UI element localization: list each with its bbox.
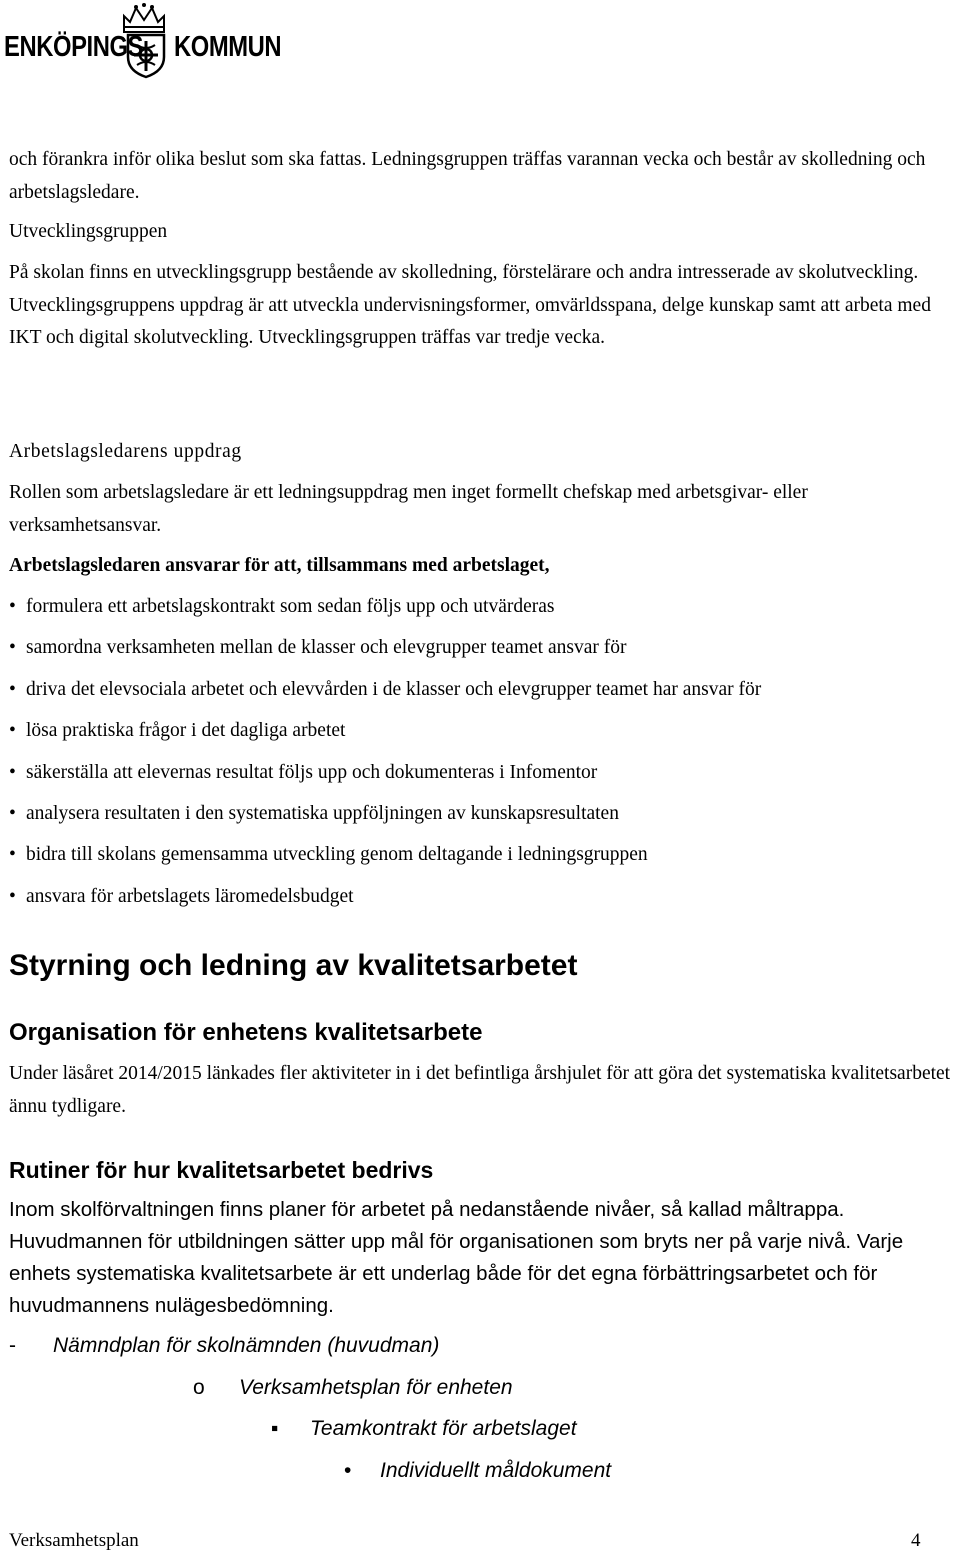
bullet-icon: • xyxy=(9,720,16,742)
section-heading: Styrning och ledning av kvalitetsarbetet xyxy=(9,949,578,982)
square-marker-icon: ▪ xyxy=(271,1417,279,1440)
level-text-1: Nämndplan för skolnämnden (huvudman) xyxy=(53,1334,440,1357)
paragraph-rollen: Rollen som arbetslagsledare är ett ledningsuppdrag men inget formellt chefskap med arbetsgivar- eller verksamhetsansvar. xyxy=(9,482,808,536)
heading-utvecklingsgruppen: Utvecklingsgruppen xyxy=(9,221,168,242)
dot-marker-icon: • xyxy=(344,1459,352,1482)
level-text-2: Verksamhetsplan för enheten xyxy=(239,1376,513,1399)
circle-marker-icon: o xyxy=(193,1376,205,1399)
list-item: • samordna verksamheten mellan de klasser och elevgrupper teamet ansvar för xyxy=(9,627,951,668)
subheading-organisation: Organisation för enhetens kvalitetsarbete xyxy=(9,1019,483,1046)
paragraph-ledningsgruppen: och förankra inför olika beslut som ska fattas. Ledningsgruppen träffas varannan vecka och består av skolledning och arbetslagsledare. xyxy=(9,149,926,203)
level-item-2 xyxy=(193,1373,205,1403)
bullet-icon: • xyxy=(9,596,16,617)
level-text-4: Individuellt måldokument xyxy=(380,1459,612,1482)
bullet-icon: • xyxy=(9,802,16,824)
logo-text-right: KOMMUN xyxy=(174,31,282,63)
shield-emblem-icon xyxy=(125,33,167,79)
level-item-1 xyxy=(9,1331,16,1361)
dash-marker-icon: - xyxy=(9,1334,16,1357)
bullet-icon: • xyxy=(9,844,16,866)
list-item: • säkerställa att elevernas resultat följs upp och dokumenteras i Infomentor xyxy=(9,752,951,793)
level-text-3: Teamkontrakt för arbetslaget xyxy=(310,1417,577,1440)
bullet-icon: • xyxy=(9,761,16,783)
level-item-4 xyxy=(344,1456,351,1486)
bullet-icon: • xyxy=(9,678,16,700)
list-item: • bidra till skolans gemensamma utveckling genom deltagande i ledningsgruppen xyxy=(9,834,951,875)
paragraph-rutiner: Inom skolförvaltningen finns planer för arbetet på nedanstående nivåer, så kallad måltrappa. Huvudmannen för utbildningen sätter upp mål för organisationen som bryts ner på varje nivå. Varje enhets systematiska kvalitetsarbete är ett underlag både för det egna förbättringsarbetet och för huvudmannens nulägesbedömning. xyxy=(9,1198,904,1317)
paragraph-utvecklingsgruppen: På skolan finns en utvecklingsgrupp bestående av skolledning, förstelärare och andra intresserade av skolutveckling. Utvecklingsgruppens uppdrag är att utveckla undervisningsformer, omvärldsspana, delge kunskap samt att arbeta med IKT och digital skolutveckling. Utvecklingsgruppen träffas var tredje vecka. xyxy=(9,262,931,348)
municipality-logo xyxy=(0,0,290,80)
list-item: • driva det elevsociala arbetet och elevvården i de klasser och elevgrupper teamet har ansvar för xyxy=(9,669,951,710)
bullet-icon: • xyxy=(9,637,16,659)
footer-title: Verksamhetsplan xyxy=(9,1530,139,1551)
list-item: • formulera ett arbetslagskontrakt som sedan följs upp och utvärderas xyxy=(9,586,951,627)
subheading-rutiner: Rutiner för hur kvalitetsarbetet bedrivs xyxy=(9,1157,434,1183)
paragraph-ansvarar: Arbetslagsledaren ansvarar för att, tillsammans med arbetslaget, xyxy=(9,555,550,576)
list-item: • lösa praktiska frågor i det dagliga arbetet xyxy=(9,710,951,751)
bullet-icon: • xyxy=(9,885,16,907)
page-number: 4 xyxy=(911,1530,921,1551)
logo-text-left: ENKÖPINGS xyxy=(4,31,144,63)
responsibility-list xyxy=(9,586,951,917)
level-item-3 xyxy=(271,1414,278,1444)
crown-icon xyxy=(118,2,170,34)
paragraph-organisation: Under läsåret 2014/2015 länkades fler aktiviteter in i det befintliga årshjulet för att göra det systematiska kvalitetsarbetet ännu tydligare. xyxy=(9,1063,951,1117)
list-item: • analysera resultaten i den systematiska uppföljningen av kunskapsresultaten xyxy=(9,793,951,834)
heading-arbetslagsledarens-uppdrag: Arbetslagsledarens uppdrag xyxy=(9,441,242,462)
list-item: • ansvara för arbetslagets läromedelsbudget xyxy=(9,876,951,917)
